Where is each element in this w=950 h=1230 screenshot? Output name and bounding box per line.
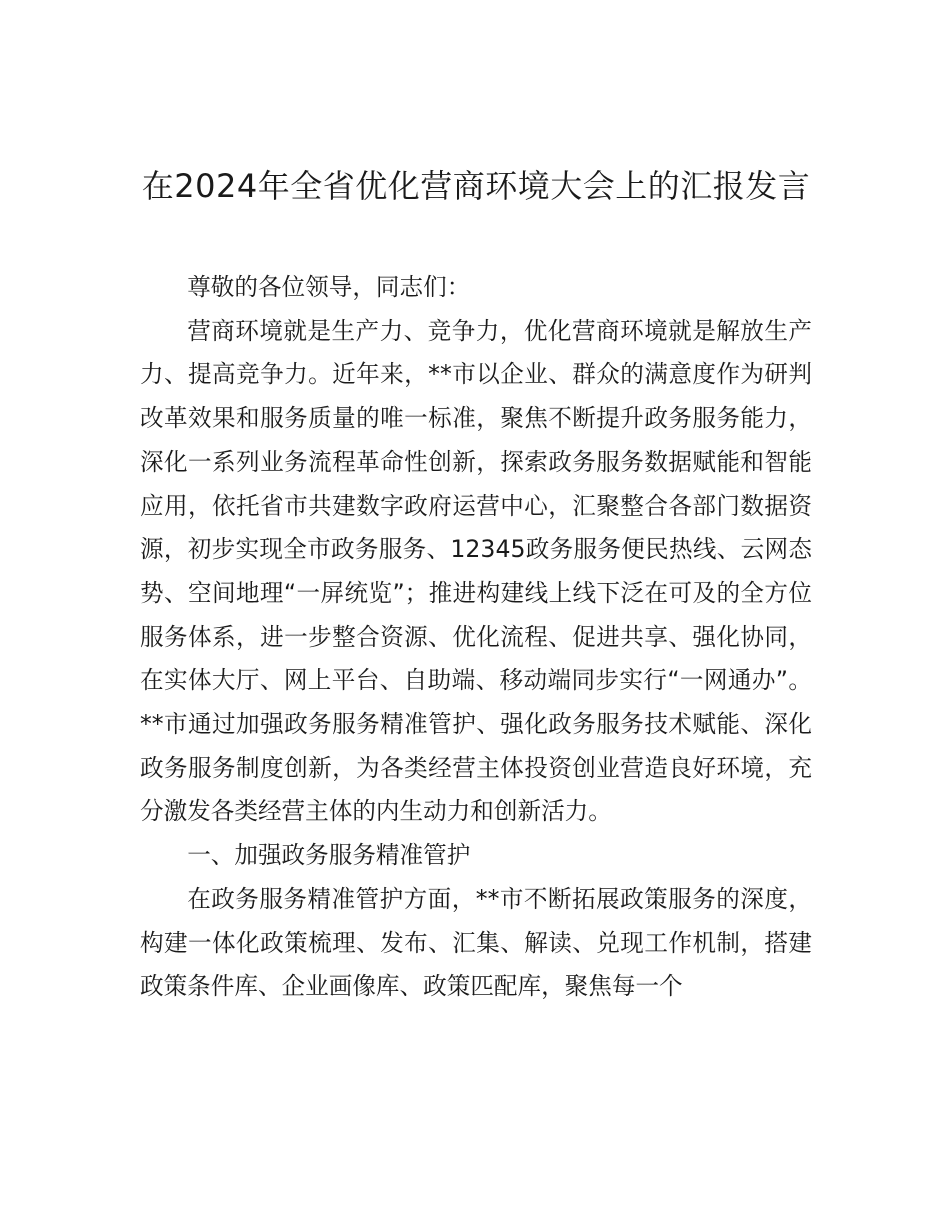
section-heading: 一、加强政务服务精准管护	[187, 841, 471, 870]
document-body	[140, 266, 812, 1009]
salutation-paragraph: 尊敬的各位领导，同志们：	[187, 273, 471, 301]
intro-paragraph: 营商环境就是生产力、竞争力，优化营商环境就是解放生产力、提高竞争力。近年来，**市以企业、群众的满意度作为研判改革效果和服务质量的唯一标准，聚焦不断提升政务服务能力，深化一系列业务流程革命性创新，探索政务服务数据赋能和智能应用，依托省市共建数字政府运营中心，汇聚整合各部门数据资源，初步实现全市政务服务、12345政务服务便民热线、云网态势、空间地理“一屏统览”；推进构建线上线下泛在可及的全方位服务体系，进一步整合资源、优化流程、促进共享、强化协同，在实体大厅、网上平台、自助端、移动端同步实行“一网通办”。**市通过加强政务服务精准管护、强化政务服务技术赋能、深化政务服务制度创新，为各类经营主体投资创业营造良好环境，充分激发各类经营主体的内生动力和创新活力。	[140, 316, 812, 826]
section-paragraph: 在政务服务精准管护方面，**市不断拓展政策服务的深度，构建一体化政策梳理、发布、汇集、解读、兑现工作机制，搭建政策条件库、企业画像库、政策匹配库，聚焦每一个	[140, 884, 812, 1001]
document-title: 在2024年全省优化营商环境大会上的汇报发言	[141, 167, 811, 205]
